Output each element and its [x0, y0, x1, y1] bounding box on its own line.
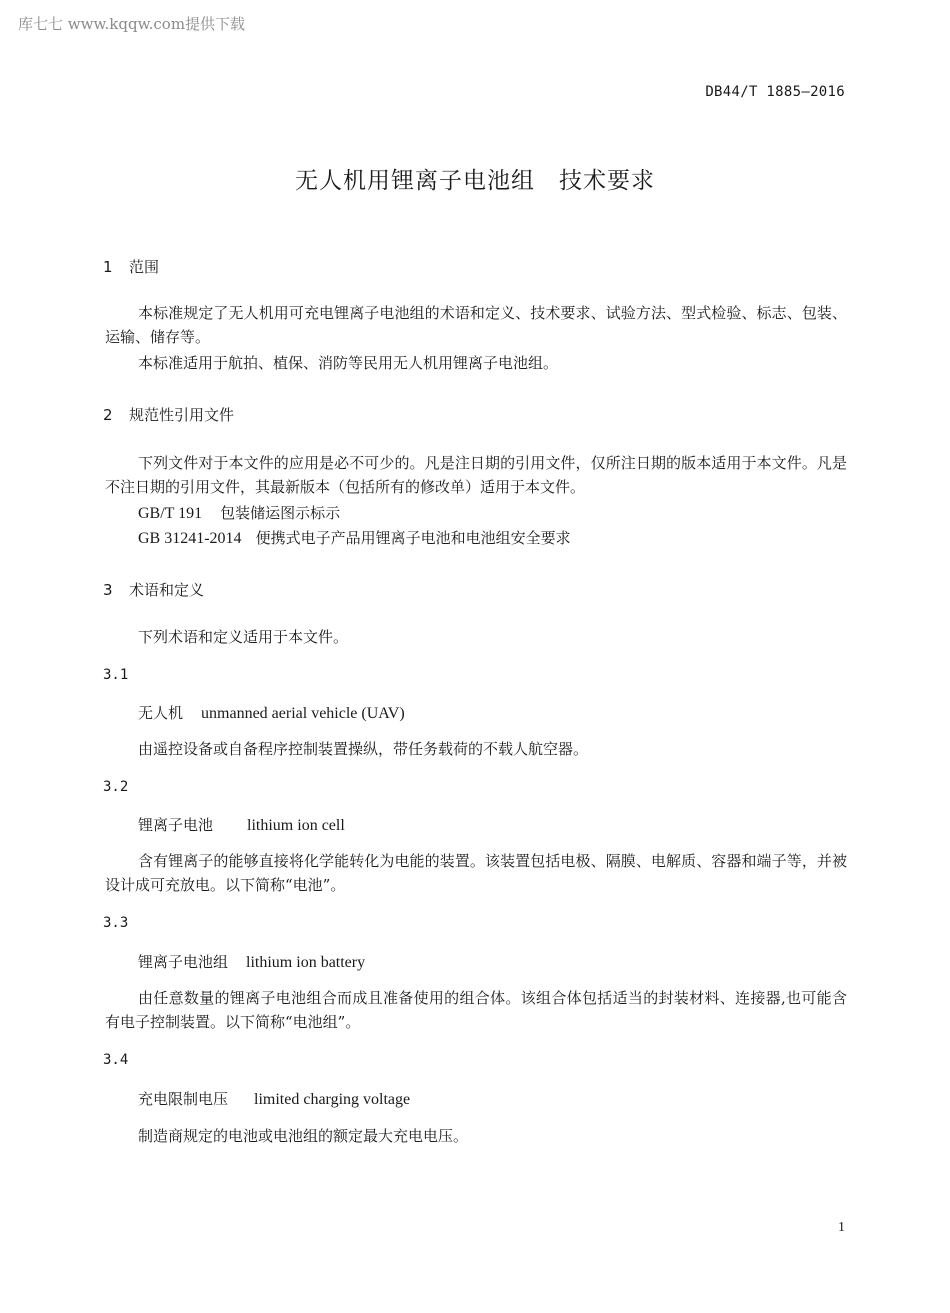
section-title: 范围	[129, 258, 160, 276]
section-heading-scope	[103, 256, 159, 277]
terms-intro: 下列术语和定义适用于本文件。	[138, 628, 349, 646]
term-definition	[105, 986, 847, 1034]
page-number: 1	[838, 1220, 845, 1235]
scope-paragraph-2: 本标准适用于航拍、植保、消防等民用无人机用锂离子电池组。	[138, 354, 559, 372]
paragraph-text: 由任意数量的锂离子电池组合而成且准备使用的组合体。该组合体包括适当的封装材料、连接器,也可能含有电子控制装置。以下简称“电池组”。	[105, 989, 847, 1031]
paragraph-text: 含有锂离子的能够直接将化学能转化为电能的装置。该装置包括电极、隔膜、电解质、容器和端子等，并被设计成可充放电。以下简称“电池”。	[105, 852, 847, 894]
term-definition: 制造商规定的电池或电池组的额定最大充电电压。	[138, 1127, 469, 1145]
section-heading-normative-references	[103, 404, 234, 425]
term-chinese: 锂离子电池组	[138, 953, 229, 971]
term-chinese: 锂离子电池	[138, 816, 214, 834]
section-title: 术语和定义	[129, 581, 205, 599]
term-chinese: 无人机	[138, 704, 184, 722]
term-number: 3.3	[103, 915, 129, 931]
term-english: lithium ion battery	[246, 954, 366, 971]
standard-code: DB44/T 1885—2016	[705, 84, 845, 100]
scope-paragraph-1	[105, 301, 847, 349]
section-number: 1	[103, 258, 113, 276]
section-heading-terms-definitions	[103, 579, 204, 600]
document-title: 无人机用锂离子电池组 技术要求	[295, 168, 655, 194]
paragraph-text: 下列文件对于本文件的应用是必不可少的。凡是注日期的引用文件，仅所注日期的版本适用于本文件。凡是不注日期的引用文件，其最新版本（包括所有的修改单）适用于本文件。	[105, 454, 847, 496]
reference-item	[138, 526, 571, 551]
term-number: 3.2	[103, 779, 129, 795]
section-number: 2	[103, 406, 113, 424]
reference-code: GB 31241-2014	[138, 530, 242, 547]
term-english: lithium ion cell	[247, 817, 345, 834]
term-english: unmanned aerial vehicle (UAV)	[201, 705, 405, 722]
reference-code: GB/T 191	[138, 505, 203, 522]
term-number: 3.4	[103, 1052, 129, 1068]
reference-item	[138, 501, 340, 526]
term-definition	[105, 849, 847, 897]
term-entry	[138, 950, 365, 975]
watermark: 库七七 www.kqqw.com提供下载	[18, 15, 246, 33]
term-number: 3.1	[103, 667, 129, 683]
term-chinese: 充电限制电压	[138, 1090, 229, 1108]
references-paragraph	[105, 451, 847, 499]
term-entry	[138, 1087, 410, 1112]
reference-title: 便携式电子产品用锂离子电池和电池组安全要求	[255, 529, 571, 547]
term-entry	[138, 813, 345, 838]
term-entry	[138, 701, 405, 726]
paragraph-text: 本标准规定了无人机用可充电锂离子电池组的术语和定义、技术要求、试验方法、型式检验、标志、包装、运输、储存等。	[105, 304, 847, 346]
section-number: 3	[103, 581, 113, 599]
term-english: limited charging voltage	[254, 1091, 411, 1108]
section-title: 规范性引用文件	[129, 406, 235, 424]
reference-title: 包装储运图示标示	[220, 504, 341, 522]
term-definition: 由遥控设备或自备程序控制装置操纵，带任务载荷的不载人航空器。	[138, 740, 589, 758]
